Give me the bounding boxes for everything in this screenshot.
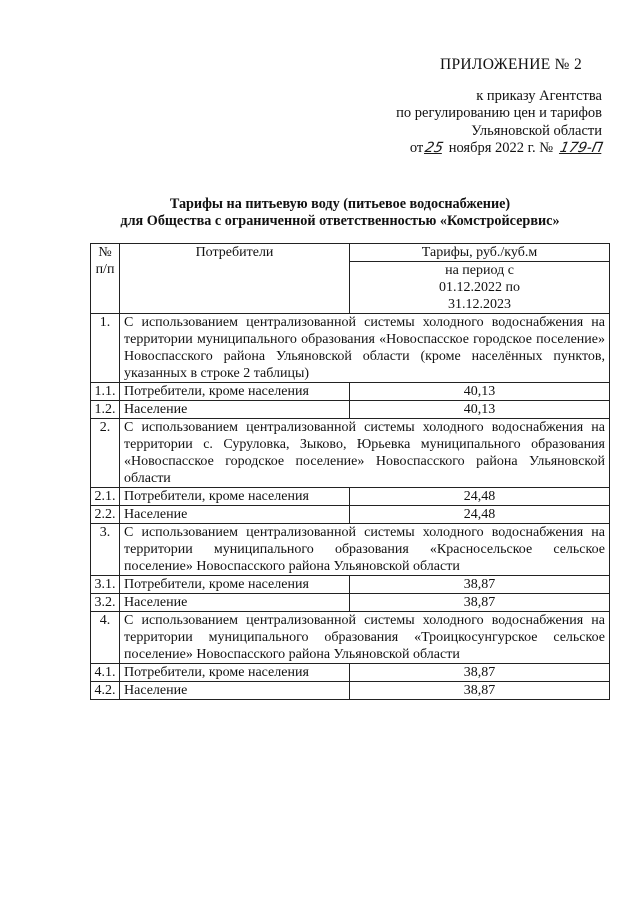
tariff-value: 38,87 [350, 576, 610, 594]
table-row [91, 612, 610, 664]
title-line-2: для Общества с ограниченной ответственностью «Комстройсервис» [120, 213, 560, 229]
row-number: 1.1. [91, 383, 120, 401]
table-row [91, 383, 610, 401]
appendix-block [352, 56, 602, 158]
document-title [90, 196, 590, 230]
row-number: 2.2. [91, 506, 120, 524]
header-num [91, 244, 120, 314]
row-number: 4.2. [91, 682, 120, 700]
table-row [91, 506, 610, 524]
header-num-text: № п/п [95, 245, 115, 277]
row-number: 4. [91, 612, 120, 664]
row-number: 1. [91, 314, 120, 383]
group-description: С использованием централизованной системы холодного водоснабжения на территории муниципального образования «Новоспасское городское поселение» Новоспасского района Ульяновской области (кроме населённых пунктов, указанных в строке 2 таблицы) [120, 314, 610, 383]
tariff-value: 40,13 [350, 401, 610, 419]
group-description: С использованием централизованной системы холодного водоснабжения на территории муниципального образования «Красносельское сельское поселение» Новоспасского района Ульяновской области [120, 524, 610, 576]
group-description: С использованием централизованной системы холодного водоснабжения на территории с. Суруловка, Зыково, Юрьевка муниципального образования «Новоспасское городское поселение» Новоспасского района Ульяновской области [120, 419, 610, 488]
tariff-table [90, 243, 610, 700]
table-row [91, 314, 610, 383]
table-row [91, 419, 610, 488]
table-row [91, 524, 610, 576]
header-period [350, 262, 610, 314]
table-row [91, 664, 610, 682]
tariff-value: 24,48 [350, 506, 610, 524]
table-row [91, 682, 610, 700]
tariff-value: 38,87 [350, 682, 610, 700]
tariff-table-body [91, 244, 610, 700]
table-row [91, 576, 610, 594]
header-consumers: Потребители [120, 244, 350, 314]
row-number: 4.1. [91, 664, 120, 682]
consumer-label: Потребители, кроме населения [120, 383, 350, 401]
date-rest: ноября 2022 г. № [448, 140, 554, 156]
consumer-label: Население [120, 401, 350, 419]
handwritten-day: 25 [423, 140, 445, 156]
row-number: 3. [91, 524, 120, 576]
consumer-label: Население [120, 682, 350, 700]
group-description: С использованием централизованной системы холодного водоснабжения на территории муниципального образования «Троицкосунгурское сельское поселение» Новоспасского района Ульяновской области [120, 612, 610, 664]
appendix-line: Ульяновской области [471, 122, 602, 139]
tariff-value: 40,13 [350, 383, 610, 401]
table-row [91, 488, 610, 506]
table-row [91, 401, 610, 419]
row-number: 2. [91, 419, 120, 488]
handwritten-order-number: 179-П [558, 140, 604, 156]
appendix-title: ПРИЛОЖЕНИЕ № 2 [439, 56, 582, 73]
consumer-label: Потребители, кроме населения [120, 576, 350, 594]
title-line-1: Тарифы на питьевую воду (питьевое водоснабжение) [169, 196, 511, 212]
tariff-value: 38,87 [350, 664, 610, 682]
consumer-label: Потребители, кроме населения [120, 664, 350, 682]
table-header-row [91, 244, 610, 262]
date-prefix: от [409, 140, 424, 156]
appendix-line: к приказу Агентства [476, 87, 602, 104]
consumer-label: Потребители, кроме населения [120, 488, 350, 506]
tariff-value: 38,87 [350, 594, 610, 612]
tariff-value: 24,48 [350, 488, 610, 506]
consumer-label: Население [120, 594, 350, 612]
header-tariffs: Тарифы, руб./куб.м [350, 244, 610, 262]
row-number: 3.1. [91, 576, 120, 594]
order-date-line [352, 140, 602, 158]
consumer-label: Население [120, 506, 350, 524]
appendix-line: по регулированию цен и тарифов [396, 105, 602, 121]
row-number: 1.2. [91, 401, 120, 419]
row-number: 2.1. [91, 488, 120, 506]
row-number: 3.2. [91, 594, 120, 612]
header-period-text: на период с 01.12.2022 по 31.12.2023 [439, 263, 520, 312]
table-row [91, 594, 610, 612]
